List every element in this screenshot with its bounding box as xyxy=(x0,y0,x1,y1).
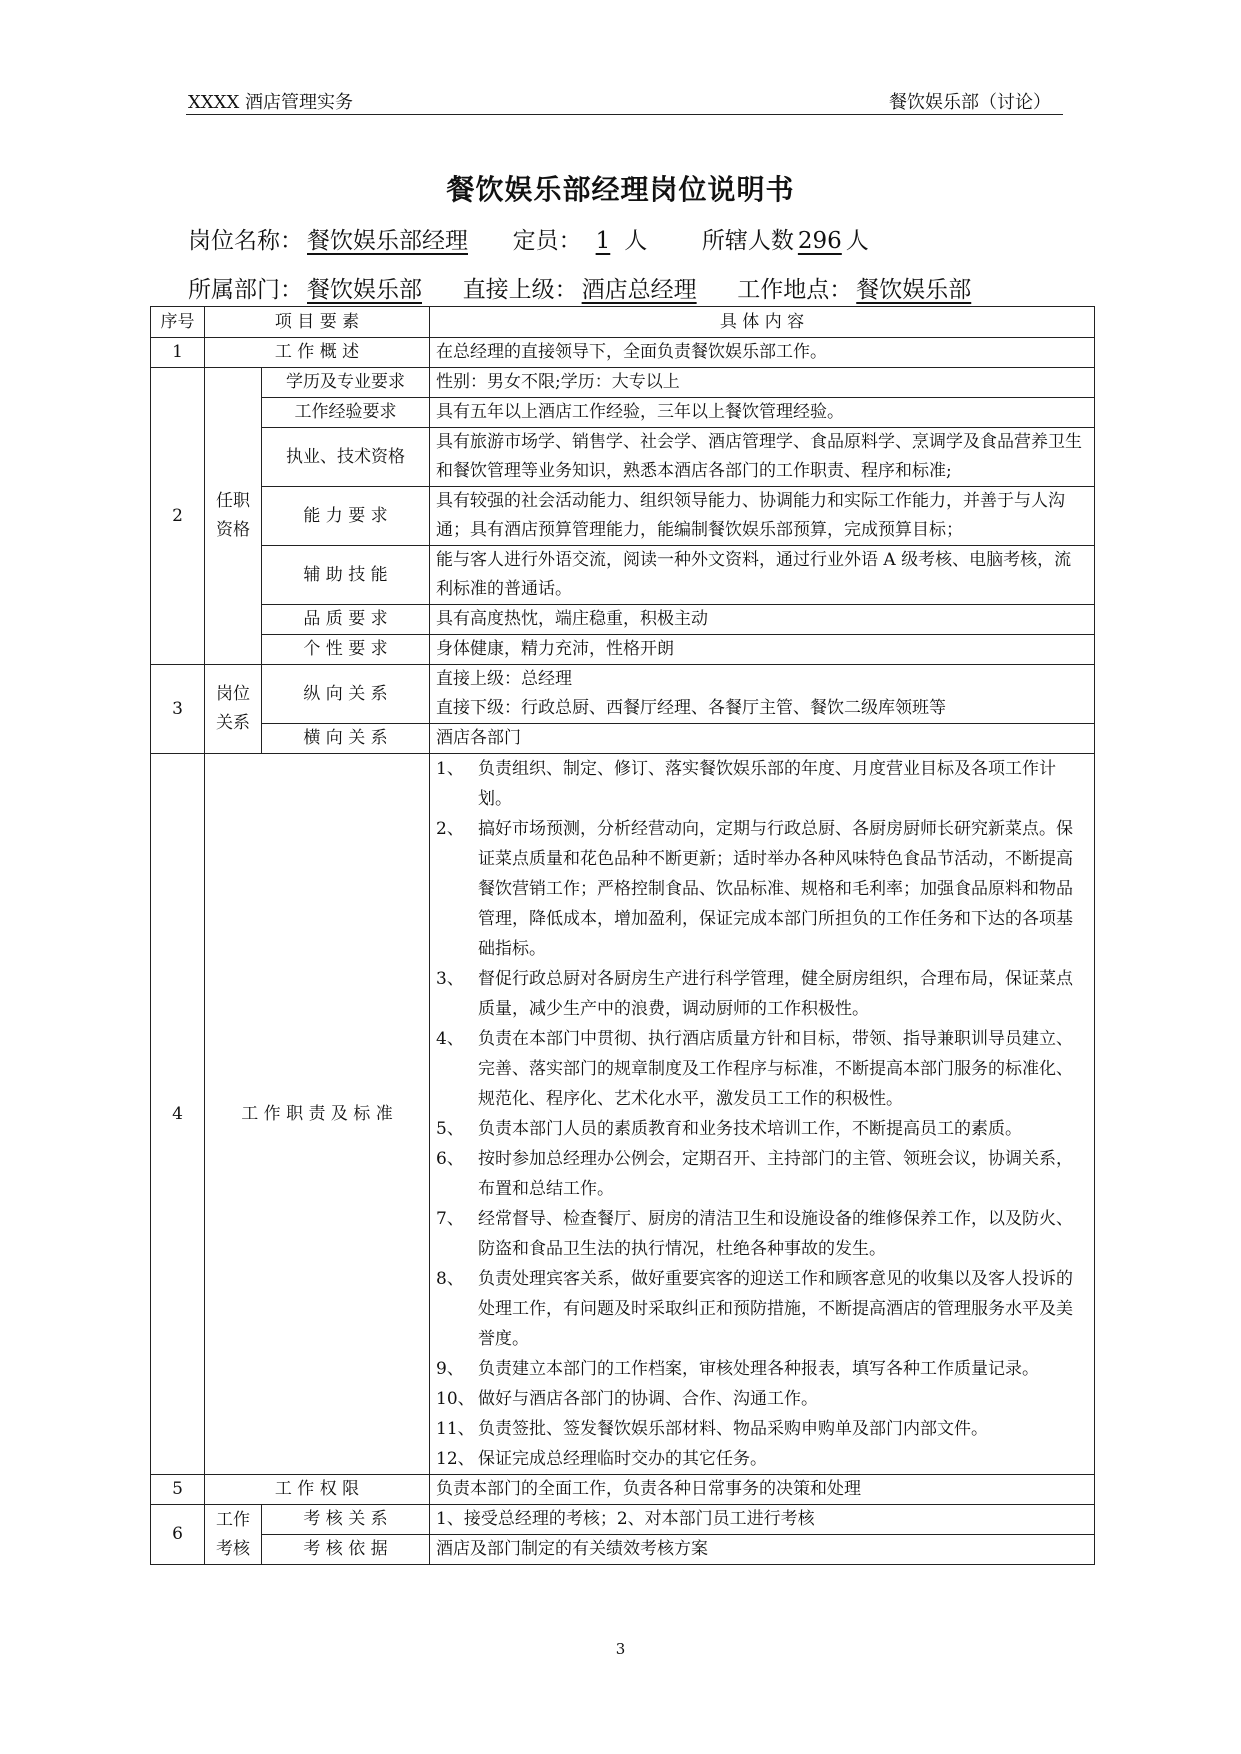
table-row xyxy=(151,487,1095,546)
dept-label: 所属部门： xyxy=(188,277,303,303)
vertical-line-2: 直接下级：行政总厨、西餐厅经理、各餐厅主管、餐饮二级库领班等 xyxy=(436,698,946,718)
managed-label: 所辖人数 xyxy=(701,228,794,254)
list-item xyxy=(436,1024,1088,1114)
table-row xyxy=(151,1505,1095,1535)
duty-text: 保证完成总经理临时交办的其它任务。 xyxy=(478,1449,767,1469)
header-seq: 序号 xyxy=(151,307,205,338)
duty-number: 9、 xyxy=(436,1359,464,1379)
row1-item: 工 作 概 述 xyxy=(205,338,430,368)
row2-item-6: 品 质 要 求 xyxy=(262,605,430,635)
row2-content-4: 具有较强的社会活动能力、组织领导能力、协调能力和实际工作能力，并善于与人沟通；具有酒店预算管理能力，能编制餐饮娱乐部预算，完成预算目标； xyxy=(430,487,1095,546)
header-left-text: XXXX 酒店管理实务 xyxy=(188,92,353,113)
row2-seq: 2 xyxy=(151,368,205,665)
row6-a-content: 1、接受总经理的考核；2、对本部门员工进行考核 xyxy=(430,1505,1095,1535)
duty-text: 负责签批、签发餐饮娱乐部材料、物品采购申购单及部门内部文件。 xyxy=(478,1419,988,1439)
row5-content: 负责本部门的全面工作，负责各种日常事务的决策和处理 xyxy=(430,1475,1095,1505)
row2-item-7: 个 性 要 求 xyxy=(262,635,430,665)
vertical-line-1: 直接上级：总经理 xyxy=(436,669,572,689)
table-row xyxy=(151,546,1095,605)
row2-item-1: 学历及专业要求 xyxy=(262,368,430,398)
row2-content-5: 能与客人进行外语交流，阅读一种外文资料，通过行业外语 A 级考核、电脑考核，流利标准的普通话。 xyxy=(430,546,1095,605)
row3-group: 岗位关系 xyxy=(205,665,262,754)
header-right-text: 餐饮娱乐部（讨论） xyxy=(889,92,1051,113)
duty-number: 7、 xyxy=(436,1209,464,1229)
row4-seq: 4 xyxy=(151,754,205,1475)
list-item xyxy=(436,814,1088,964)
duty-number: 4、 xyxy=(436,1029,464,1049)
table-row xyxy=(151,428,1095,487)
row2-content-6: 具有高度热忱，端庄稳重，积极主动 xyxy=(430,605,1095,635)
list-item xyxy=(436,964,1088,1024)
row6-b-item: 考 核 依 据 xyxy=(262,1535,430,1565)
list-item xyxy=(436,754,1088,814)
row2-item-4: 能 力 要 求 xyxy=(262,487,430,546)
duty-text: 负责建立本部门的工作档案，审核处理各种报表，填写各种工作质量记录。 xyxy=(478,1359,1039,1379)
row4-duties xyxy=(430,754,1095,1475)
duty-text: 搞好市场预测，分析经营动向，定期与行政总厨、各厨房厨师长研究新菜点。保证菜点质量和花色品种不断更新；适时举办各种风味特色食品节活动，不断提高餐饮营销工作；严格控制食品、饮品标准、规格和毛利率；加强食品原料和物品管理，降低成本，增加盈利，保证完成本部门所担负的工作任务和下达的各项基础指标。 xyxy=(478,819,1073,959)
duty-text: 做好与酒店各部门的协调、合作、沟通工作。 xyxy=(478,1389,818,1409)
duty-number: 12、 xyxy=(436,1449,475,1469)
row3-horizontal-item: 横 向 关 系 xyxy=(262,724,430,754)
post-value: 餐饮娱乐部经理 xyxy=(307,228,468,254)
row5-seq: 5 xyxy=(151,1475,205,1505)
job-description-table xyxy=(150,306,1095,1565)
row1-seq: 1 xyxy=(151,338,205,368)
list-item xyxy=(436,1354,1088,1384)
staff-unit: 人 xyxy=(624,228,648,254)
table-row xyxy=(151,605,1095,635)
duty-number: 6、 xyxy=(436,1149,464,1169)
table-row xyxy=(151,1475,1095,1505)
row4-item: 工 作 职 责 及 标 准 xyxy=(205,754,430,1475)
header-item: 项 目 要 素 xyxy=(205,307,430,338)
row6-b-content: 酒店及部门制定的有关绩效考核方案 xyxy=(430,1535,1095,1565)
duty-number: 8、 xyxy=(436,1269,464,1289)
table-row xyxy=(151,754,1095,1475)
list-item xyxy=(436,1204,1088,1264)
list-item xyxy=(436,1144,1088,1204)
header-content: 具 体 内 容 xyxy=(430,307,1095,338)
row6-a-item: 考 核 关 系 xyxy=(262,1505,430,1535)
list-item xyxy=(436,1264,1088,1354)
list-item xyxy=(436,1444,1088,1474)
row6-group: 工作考核 xyxy=(205,1505,262,1565)
list-item xyxy=(436,1414,1088,1444)
row3-seq: 3 xyxy=(151,665,205,754)
dept-value: 餐饮娱乐部 xyxy=(307,277,422,303)
duty-number: 1、 xyxy=(436,759,464,779)
row6-seq: 6 xyxy=(151,1505,205,1565)
table-row xyxy=(151,398,1095,428)
document-title: 餐饮娱乐部经理岗位说明书 xyxy=(446,173,795,206)
duty-text: 经常督导、检查餐厅、厨房的清洁卫生和设施设备的维修保养工作，以及防火、防盗和食品卫生法的执行情况，杜绝各种事故的发生。 xyxy=(478,1209,1073,1259)
row2-content-1: 性别：男女不限;学历：大专以上 xyxy=(430,368,1095,398)
duty-number: 10、 xyxy=(436,1389,475,1409)
duty-number: 3、 xyxy=(436,969,464,989)
row3-horizontal-content: 酒店各部门 xyxy=(430,724,1095,754)
duty-text: 负责本部门人员的素质教育和业务技术培训工作，不断提高员工的素质。 xyxy=(478,1119,1022,1139)
row2-content-3: 具有旅游市场学、销售学、社会学、酒店管理学、食品原料学、烹调学及食品营养卫生和餐饮管理等业务知识，熟悉本酒店各部门的工作职责、程序和标准; xyxy=(430,428,1095,487)
managed-value: 296 xyxy=(797,228,842,254)
row1-content: 在总经理的直接领导下，全面负责餐饮娱乐部工作。 xyxy=(430,338,1095,368)
meta-line-1 xyxy=(188,222,869,255)
row2-content-2: 具有五年以上酒店工作经验，三年以上餐饮管理经验。 xyxy=(430,398,1095,428)
duty-number: 5、 xyxy=(436,1119,464,1139)
duty-number: 2、 xyxy=(436,819,464,839)
header-rule xyxy=(186,114,1063,115)
row2-item-5: 辅 助 技 能 xyxy=(262,546,430,605)
table-header-row xyxy=(151,307,1095,338)
row3-vertical-item: 纵 向 关 系 xyxy=(262,665,430,724)
duty-text: 督促行政总厨对各厨房生产进行科学管理，健全厨房组织，合理布局，保证菜点质量，减少生产中的浪费，调动厨师的工作积极性。 xyxy=(478,969,1073,1019)
list-item xyxy=(436,1114,1088,1144)
meta-line-2 xyxy=(188,271,975,304)
post-label: 岗位名称： xyxy=(188,228,303,254)
row2-group: 任职资格 xyxy=(205,368,262,665)
row2-item-2: 工作经验要求 xyxy=(262,398,430,428)
duty-number: 11、 xyxy=(436,1419,475,1439)
table-row xyxy=(151,724,1095,754)
row3-vertical-content xyxy=(430,665,1095,724)
duty-text: 负责在本部门中贯彻、执行酒店质量方针和目标，带领、指导兼职训导员建立、完善、落实部门的规章制度及工作程序与标准，不断提高本部门服务的标准化、规范化、程序化、艺术化水平，激发员工工作的积极性。 xyxy=(478,1029,1073,1109)
duty-text: 按时参加总经理办公例会，定期召开、主持部门的主管、领班会议，协调关系，布置和总结工作。 xyxy=(478,1149,1073,1199)
row2-content-7: 身体健康，精力充沛，性格开朗 xyxy=(430,635,1095,665)
page-number: 3 xyxy=(615,1640,626,1658)
duty-text: 负责组织、制定、修订、落实餐饮娱乐部的年度、月度营业目标及各项工作计划。 xyxy=(478,759,1056,809)
duty-text: 负责处理宾客关系，做好重要宾客的迎送工作和顾客意见的收集以及客人投诉的处理工作，有问题及时采取纠正和预防措施，不断提高酒店的管理服务水平及美誉度。 xyxy=(478,1269,1073,1349)
table-row xyxy=(151,368,1095,398)
staff-value: 1 xyxy=(595,228,611,254)
staff-label: 定员： xyxy=(512,228,582,254)
location-label: 工作地点： xyxy=(737,277,853,303)
list-item xyxy=(436,1384,1088,1414)
table-row xyxy=(151,665,1095,724)
location-value: 餐饮娱乐部 xyxy=(856,277,972,303)
table-row xyxy=(151,338,1095,368)
superior-value: 酒店总经理 xyxy=(581,277,697,303)
row5-item: 工 作 权 限 xyxy=(205,1475,430,1505)
table-row xyxy=(151,1535,1095,1565)
table-row xyxy=(151,635,1095,665)
superior-label: 直接上级： xyxy=(462,277,578,303)
managed-unit: 人 xyxy=(845,228,869,254)
row2-item-3: 执业、技术资格 xyxy=(262,428,430,487)
